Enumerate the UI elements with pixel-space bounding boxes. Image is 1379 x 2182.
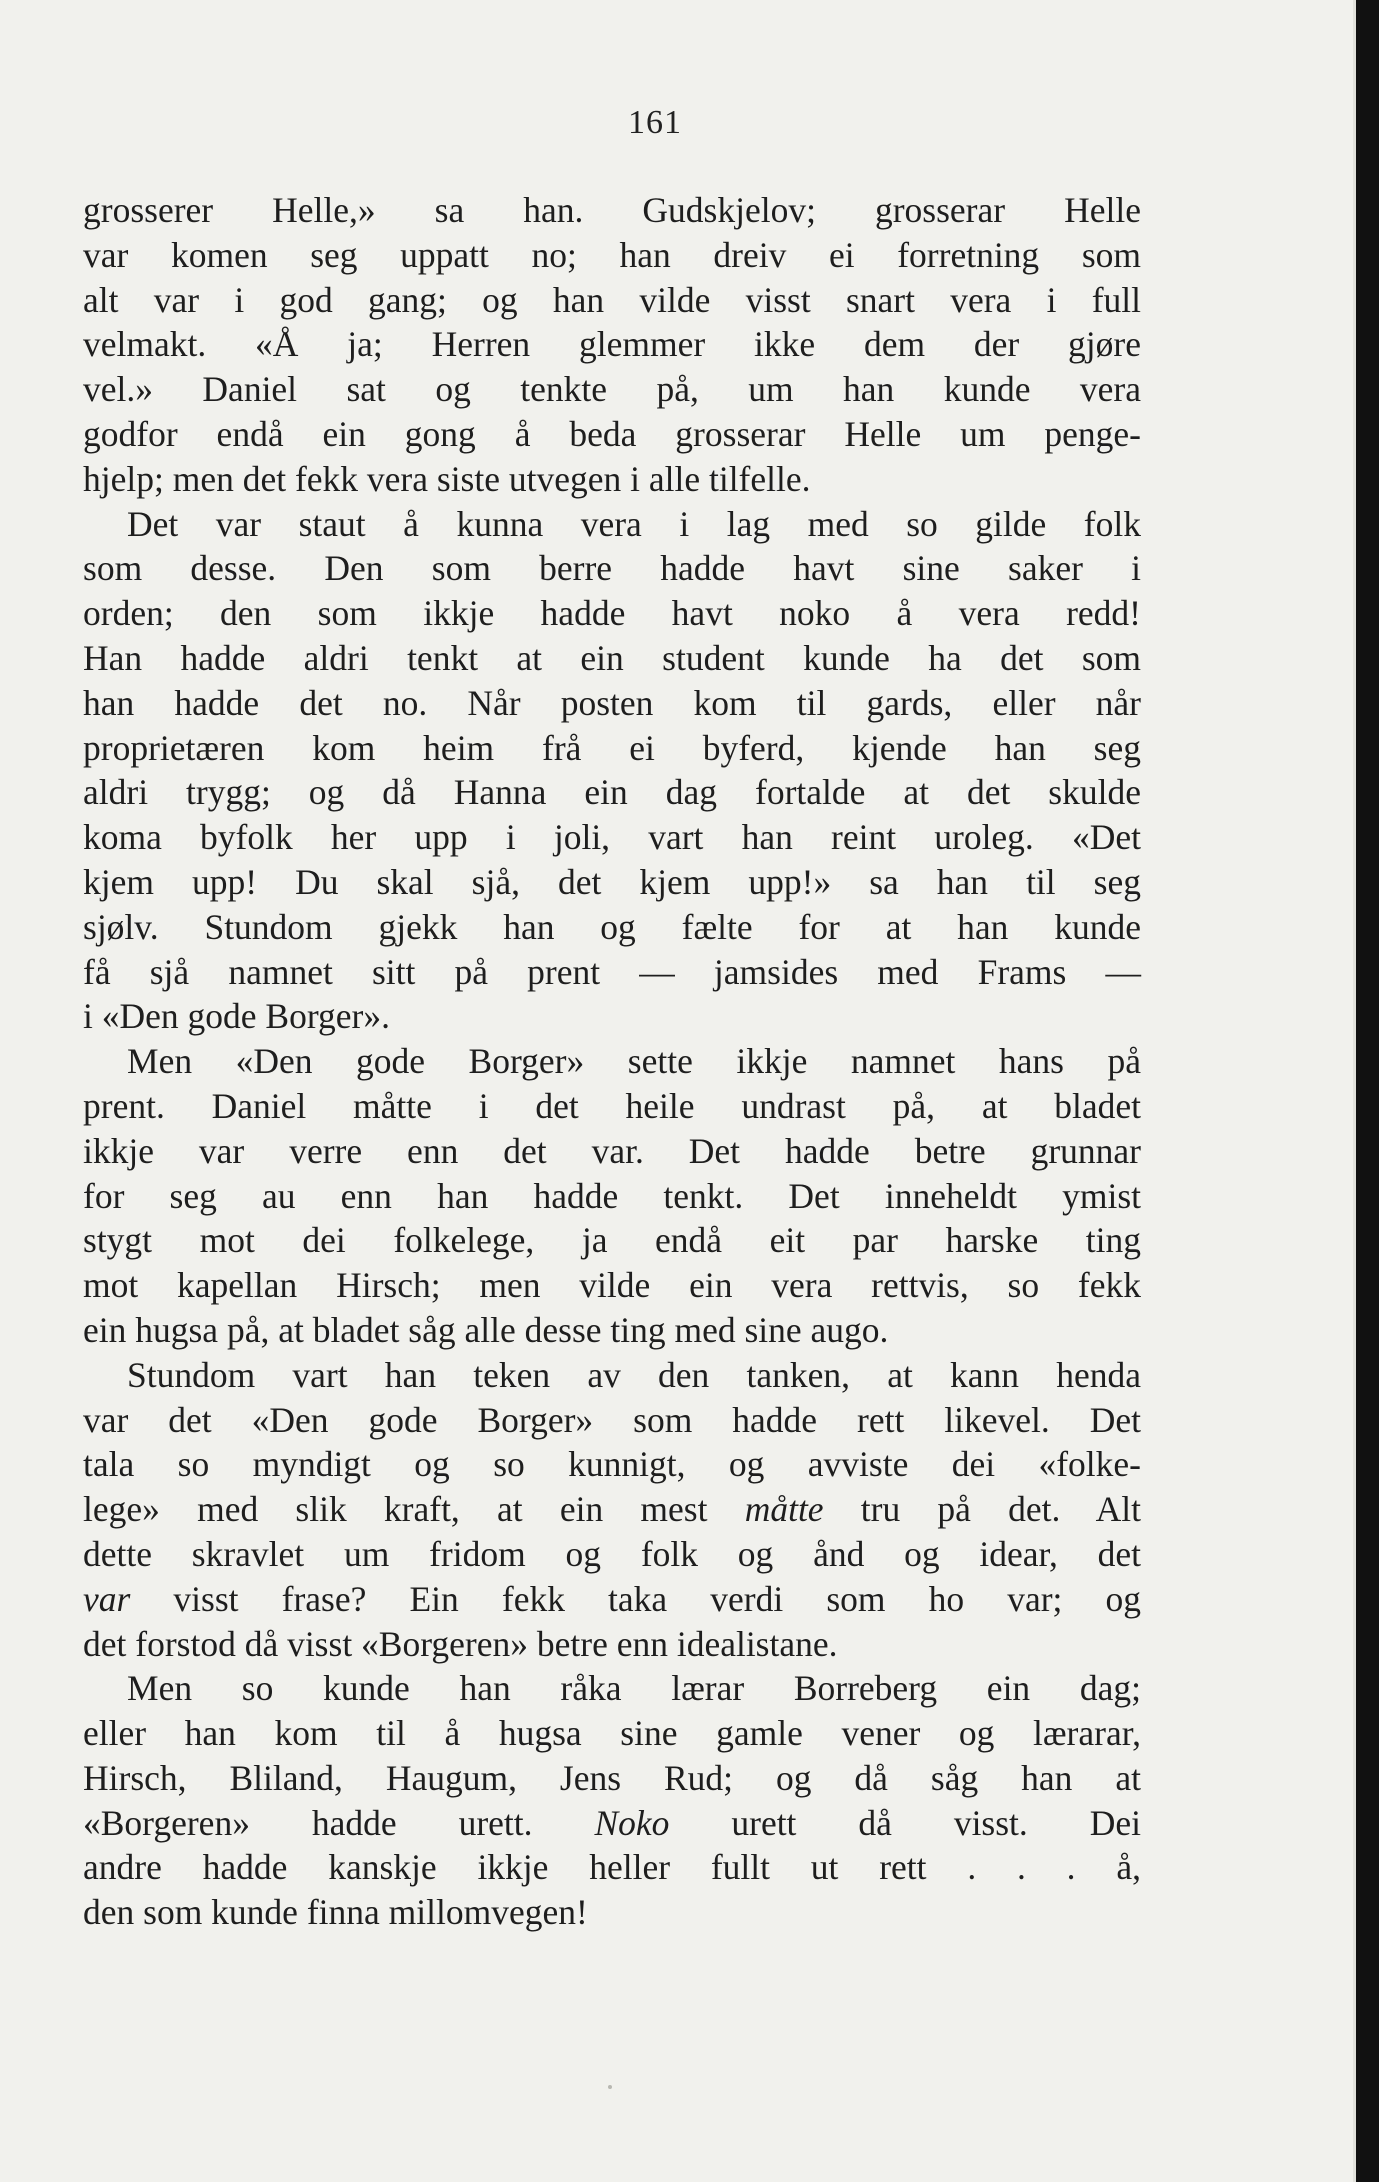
line-text: tru på det. Alt (823, 1489, 1141, 1530)
text-line: Men «Den gode Borger» sette ikkje namnet hans på (127, 1041, 1141, 1082)
text-line: han hadde det no. Når posten kom til gards, eller når (83, 682, 1141, 723)
text-line: ein hugsa på, at bladet såg alle desse ting med sine augo. (83, 1309, 889, 1350)
text-line: eller han kom til å hugsa sine gamle vener og lærarar, (83, 1713, 1141, 1754)
text-line: grosserer Helle,» sa han. Gudskjelov; grosserar Helle (83, 190, 1141, 230)
text-line: orden; den som ikkje hadde havt noko å vera redd! (83, 593, 1141, 634)
text-line: sjølv. Stundom gjekk han og fælte for at han kunde (83, 906, 1141, 947)
text-line: for seg au enn han hadde tenkt. Det inneheldt ymist (83, 1175, 1141, 1216)
text-line: var komen seg uppatt no; han dreiv ei forretning som (83, 234, 1141, 275)
text-line: proprietæren kom heim frå ei byferd, kjende han seg (83, 727, 1141, 768)
text-line: velmakt. «Å ja; Herren glemmer ikke dem der gjøre (83, 324, 1141, 365)
text-line: stygt mot dei folkelege, ja endå eit par harske ting (83, 1220, 1141, 1261)
body-text (83, 188, 1141, 1935)
text-line: Det var staut å kunna vera i lag med so gilde folk (127, 503, 1141, 544)
italic-word: Noko (594, 1802, 670, 1843)
text-line: i «Den gode Borger». (83, 996, 390, 1037)
text-line: koma byfolk her upp i joli, vart han reint uroleg. «Det (83, 817, 1141, 858)
text-line: dette skravlet um fridom og folk og ånd og idear, det (83, 1533, 1141, 1574)
text-line (83, 1577, 1141, 1622)
text-line: som desse. Den som berre hadde havt sine saker i (83, 548, 1141, 589)
text-line: tala so myndigt og so kunnigt, og avviste dei «folke- (83, 1444, 1141, 1485)
paper-speck (608, 2085, 612, 2089)
text-line (83, 1487, 1141, 1532)
text-line: mot kapellan Hirsch; men vilde ein vera rettvis, so fekk (83, 1265, 1141, 1306)
line-text: visst frase? Ein fekk taka verdi som ho var; og (130, 1578, 1141, 1619)
scan-edge (1356, 0, 1379, 2182)
line-text: urett då visst. Dei (669, 1802, 1141, 1843)
text-line: var det «Den gode Borger» som hadde rett likevel. Det (83, 1399, 1141, 1440)
page-number: 161 (628, 104, 682, 141)
text-line: kjem upp! Du skal sjå, det kjem upp!» sa han til seg (83, 861, 1141, 902)
text-line: det forstod då visst «Borgeren» betre enn idealistane. (83, 1623, 838, 1664)
text-line: Han hadde aldri tenkt at ein student kunde ha det som (83, 637, 1141, 678)
line-text: lege» med slik kraft, at ein mest (83, 1489, 745, 1530)
text-line: Men so kunde han råka lærar Borreberg ein dag; (127, 1668, 1141, 1709)
italic-word: måtte (744, 1489, 824, 1530)
text-line: Hirsch, Bliland, Haugum, Jens Rud; og då såg han at (83, 1757, 1141, 1798)
italic-word: var (83, 1578, 131, 1619)
line-text: «Borgeren» hadde urett. (83, 1802, 595, 1843)
text-line: andre hadde kanskje ikkje heller fullt ut rett . . . å, (83, 1847, 1141, 1888)
text-line: hjelp; men det fekk vera siste utvegen i alle tilfelle. (83, 458, 811, 499)
text-line: prent. Daniel måtte i det heile undrast på, at bladet (83, 1085, 1141, 1126)
text-line: Stundom vart han teken av den tanken, at kann henda (127, 1354, 1141, 1395)
text-line: aldri trygg; og då Hanna ein dag fortalde at det skulde (83, 772, 1141, 813)
text-line: godfor endå ein gong å beda grosserar Helle um penge- (83, 413, 1141, 454)
text-line: den som kunde finna millomvegen! (83, 1892, 588, 1933)
text-line (83, 1801, 1141, 1846)
text-line: få sjå namnet sitt på prent — jamsides med Frams — (83, 951, 1141, 992)
text-line: vel.» Daniel sat og tenkte på, um han kunde vera (83, 369, 1141, 410)
text-line: ikkje var verre enn det var. Det hadde betre grunnar (83, 1130, 1141, 1171)
text-line: alt var i god gang; og han vilde visst snart vera i full (83, 279, 1141, 320)
